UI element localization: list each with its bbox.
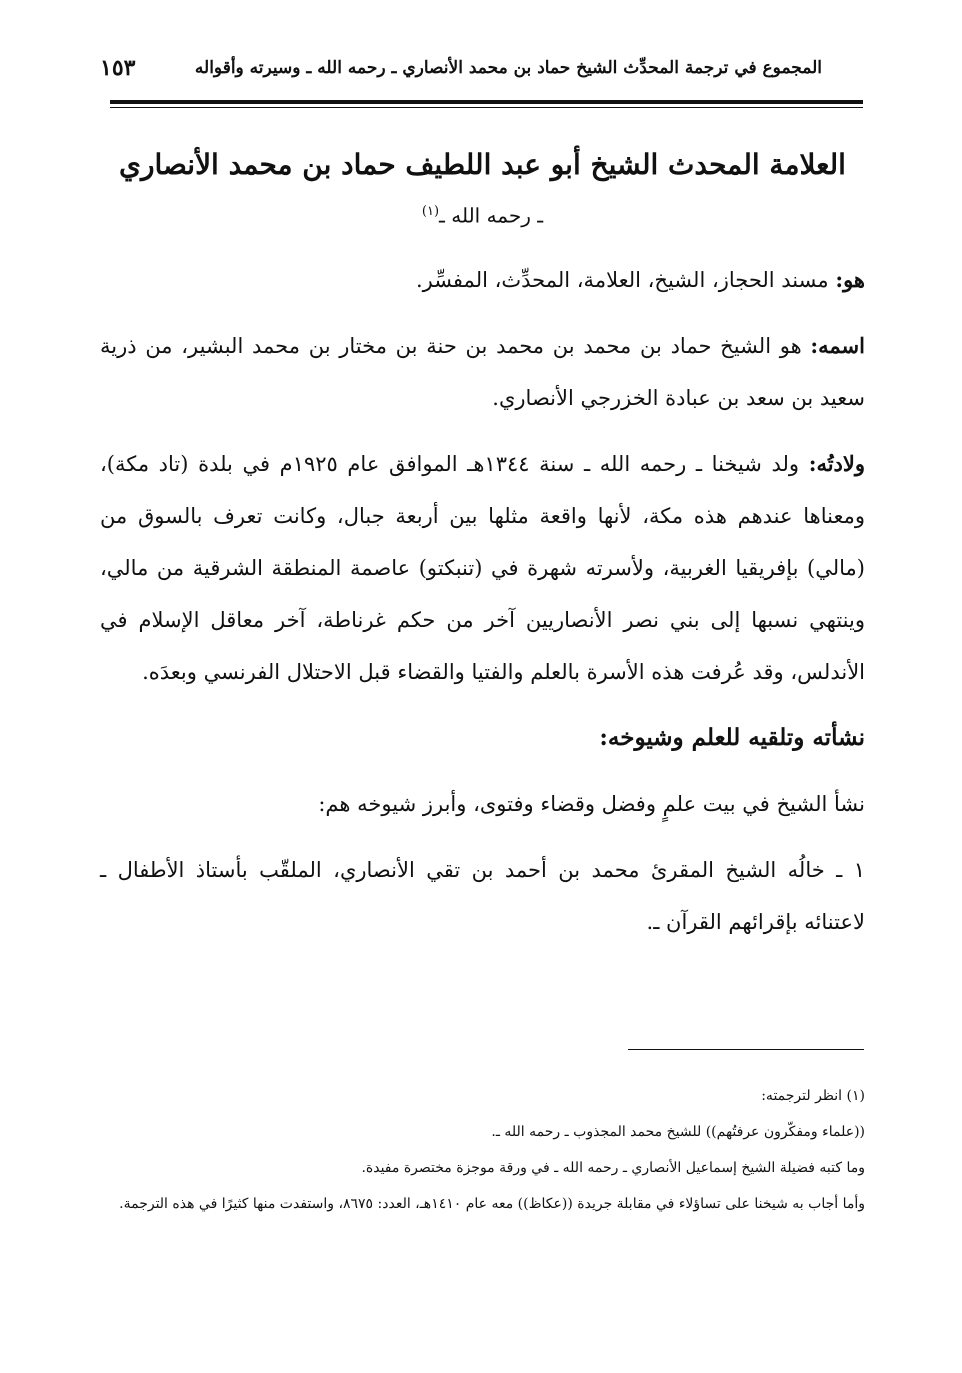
paragraph-name — [100, 320, 865, 424]
paragraph-text: ولد شيخنا ـ رحمه الله ـ سنة ١٣٤٤هـ الموافق عام ١٩٢٥م في بلدة (تاد مكة)، ومعناها عندهم هذه مكة، لأنها واقعة مثلها بين أربعة جبال، وكانت تعرف بالسوق من (مالي) بإفريقيا الغربية، ولأسرته شهرة في (تنبكتو) عاصمة المنطقة الشرقية من مالي، وينتهي نسبها إلى بني نصر الأنصاريين آخر من حكم غرناطة، آخر معاقل الإسلام في الأندلس، وقد عُرفت هذه الأسرة بالعلم والفتيا والقضاء قبل الاحتلال الفرنسي وبعدَه. — [100, 451, 865, 684]
article-title: العلامة المحدث الشيخ أبو عبد اللطيف حماد بن محمد الأنصاري — [119, 148, 846, 181]
running-header-title: المجموع في ترجمة المحدِّث الشيخ حماد بن محمد الأنصاري ـ رحمه الله ـ وسيرته وأقواله — [194, 58, 822, 78]
footnote-line: ((علماء ومفكّرون عرفتُهم)) للشيخ محمد المجذوب ـ رحمه الله ـ. — [491, 1124, 865, 1140]
article-body — [100, 138, 865, 962]
running-header — [100, 48, 822, 88]
paragraph-text: مسند الحجاز، الشيخ، العلامة، المحدِّث، المفسِّر. — [415, 267, 836, 292]
header-rule-thick — [110, 100, 863, 104]
article-subtitle — [100, 192, 865, 236]
paragraph-lead: اسمه: — [810, 332, 865, 358]
paragraph-description — [100, 254, 865, 306]
paragraph-text: هو الشيخ حماد بن محمد بن محمد بن حنة بن مختار بن محمد البشير، من ذرية سعيد بن سعد بن عبادة الخزرجي الأنصاري. — [100, 333, 865, 410]
footnote-line: وما كتبه فضيلة الشيخ إسماعيل الأنصاري ـ رحمه الله ـ في ورقة موجزة مختصرة مفيدة. — [361, 1160, 865, 1176]
header-rule-thin — [110, 107, 863, 108]
paragraph-lead: هو: — [835, 266, 865, 292]
section-paragraph: ١ ـ خالُه الشيخ المقرئ محمد بن أحمد بن تقي الأنصاري، الملقّب بأستاذ الأطفال ـ لاعتنائه بإقرائهم القرآن ـ. — [100, 857, 865, 934]
paragraph-lead: ولادتُه: — [808, 450, 866, 476]
subtitle-text: ـ رحمه الله ـ — [439, 203, 544, 228]
page-number: ١٥٣ — [100, 55, 136, 81]
footnote-line: (١) انظر لترجمته: — [761, 1088, 865, 1104]
paragraph-birth — [100, 438, 865, 698]
footnote-ref: (١) — [421, 204, 440, 219]
footnote-line: وأما أجاب به شيخنا على تساؤلاء في مقابلة جريدة ((عكاظ)) معه عام ١٤١٠هـ، العدد: ٨٦٧٥، واستفدت منها كثيرًا في هذه الترجمة. — [119, 1196, 865, 1212]
section-heading: نشأته وتلقيه للعلم وشيوخه: — [599, 723, 865, 751]
footnote-separator — [628, 1049, 864, 1050]
footnotes — [100, 1078, 865, 1222]
section-paragraph: نشأ الشيخ في بيت علمٍ وفضل وقضاء وفتوى، وأبرز شيوخه هم: — [318, 791, 865, 816]
